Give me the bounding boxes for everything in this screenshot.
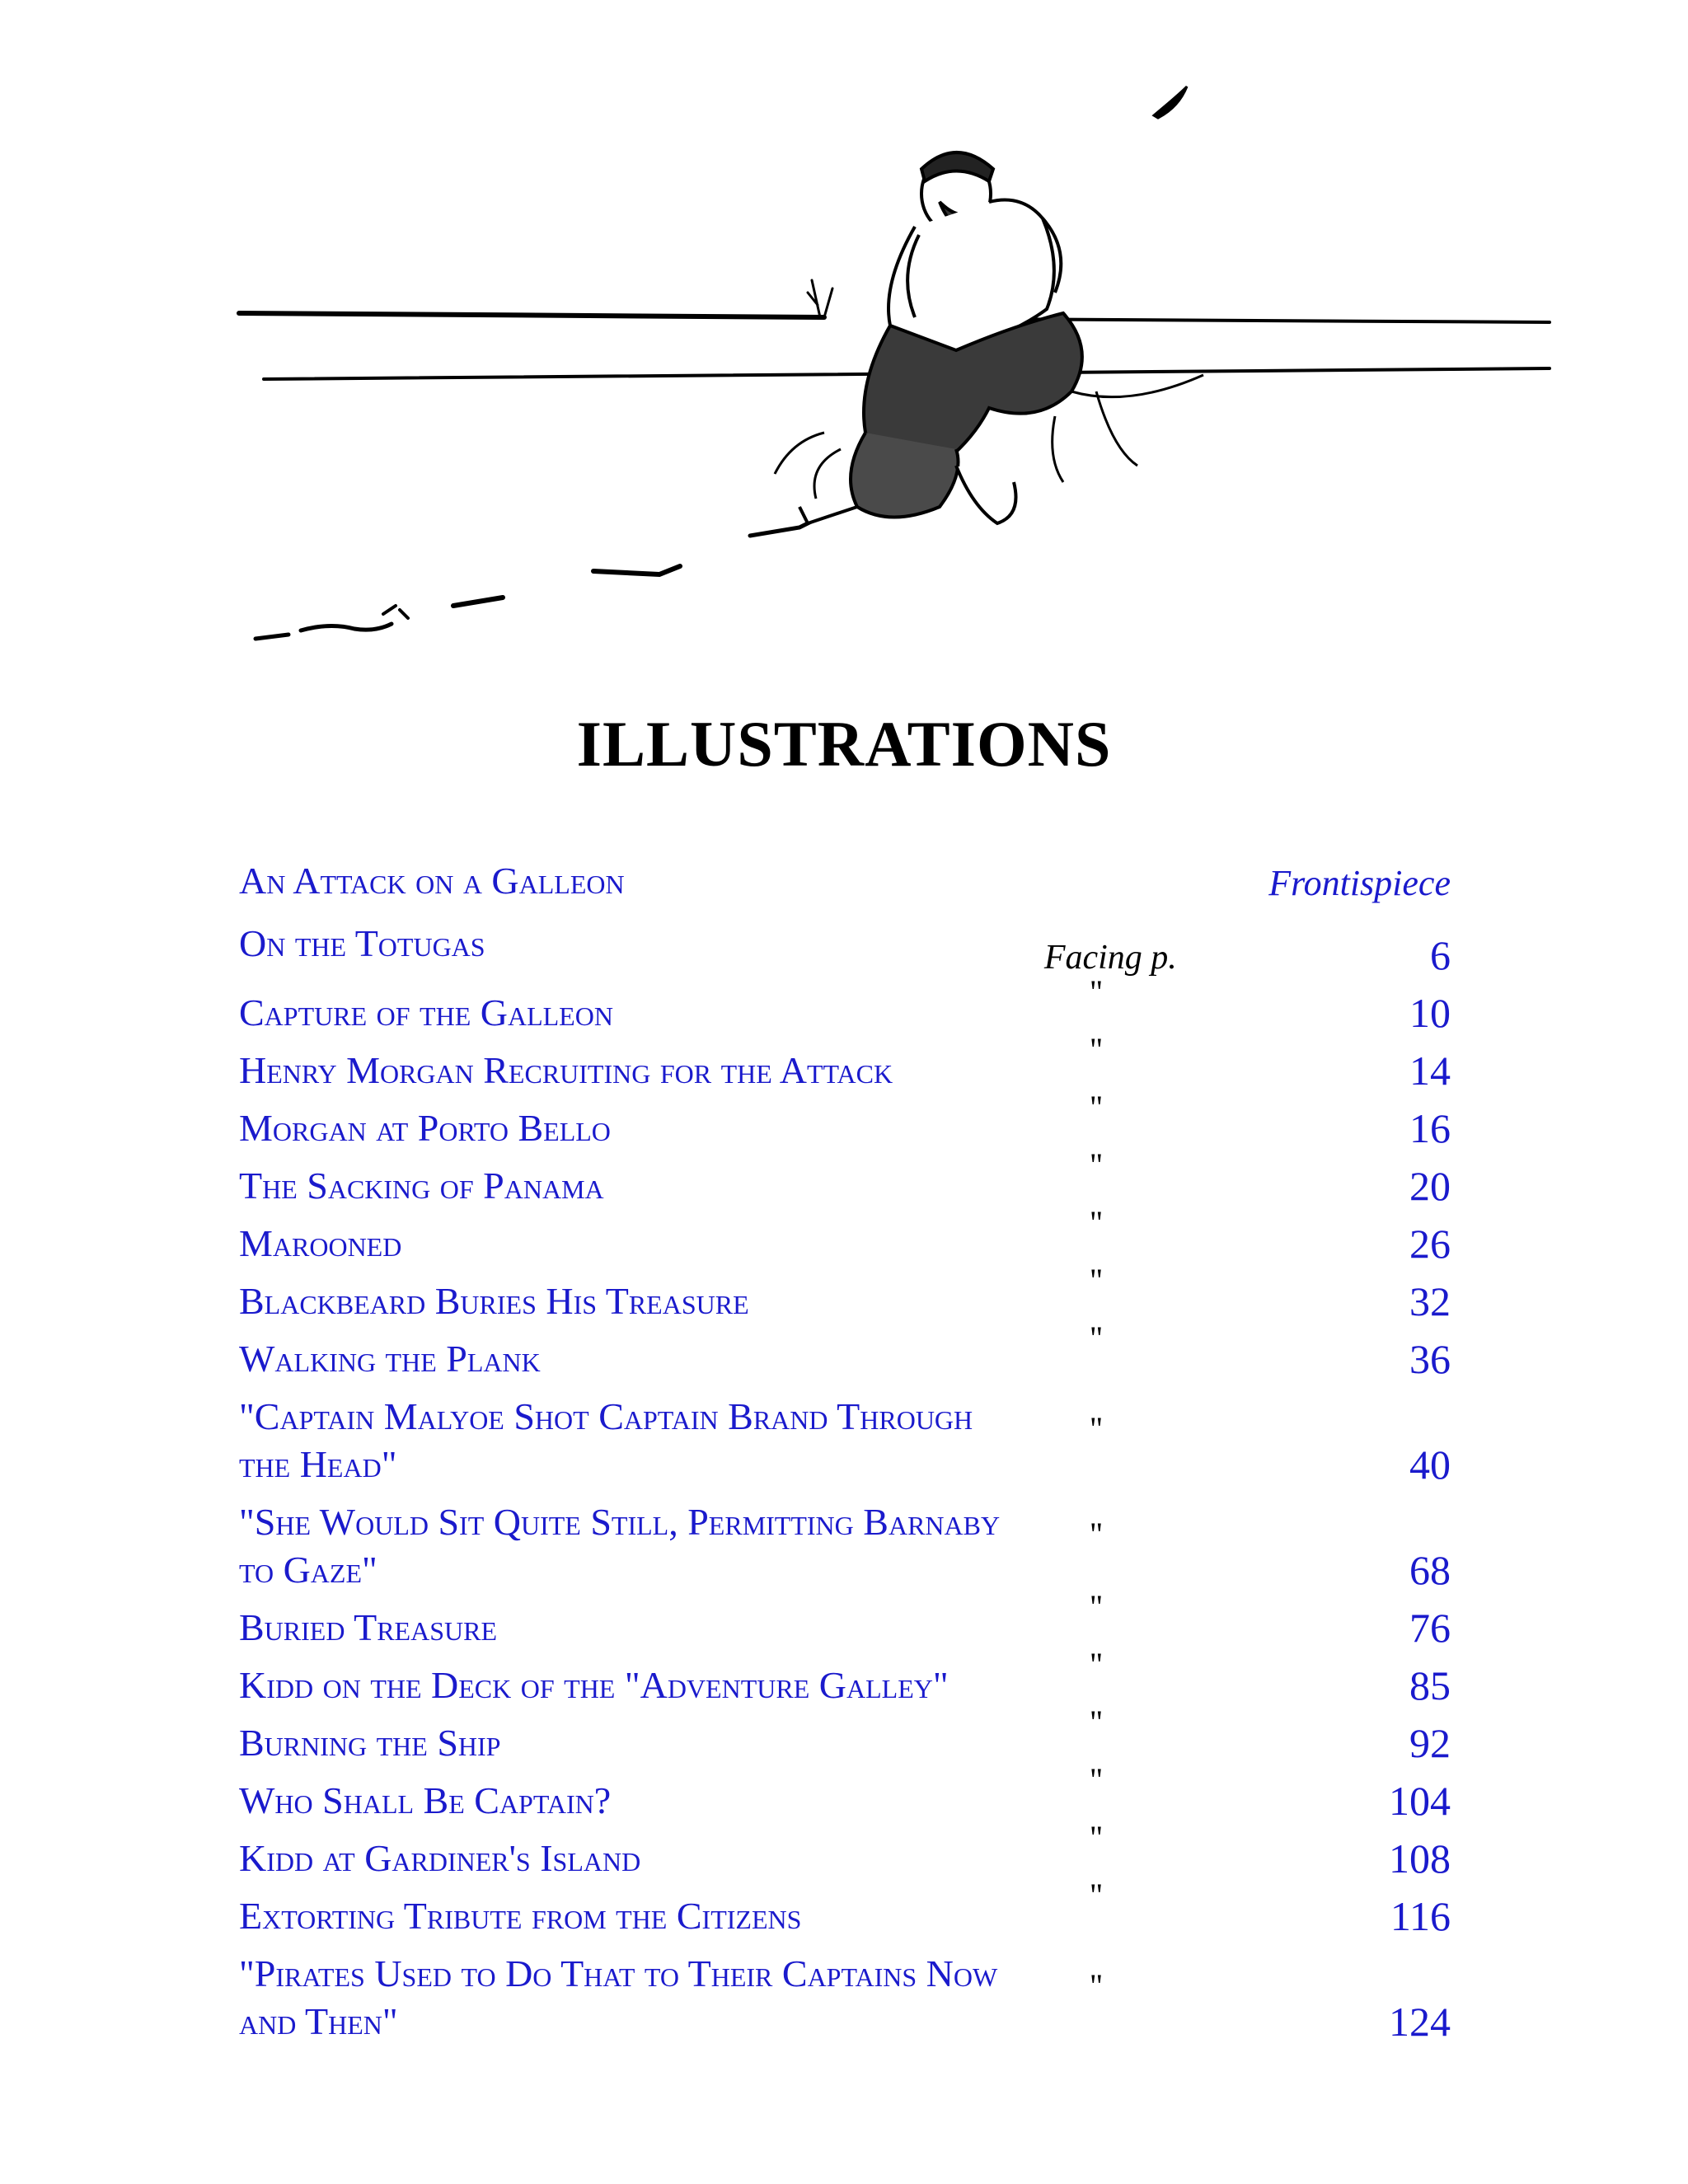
entry-page[interactable]: 124 [1389, 1999, 1451, 2045]
entry-page[interactable]: 85 [1409, 1662, 1451, 1708]
ditto-mark: " [1089, 973, 1104, 1010]
entry-page[interactable]: 92 [1409, 1720, 1451, 1766]
entry-title-link[interactable]: Capture of the Galleon [239, 991, 613, 1033]
ditto-mark: " [1089, 1704, 1104, 1741]
list-item [239, 1037, 1451, 1094]
entry-title-link[interactable]: Kidd on the Deck of the "Adventure Galley" [239, 1664, 949, 1706]
entry-title-link[interactable]: Burning the Ship [239, 1722, 501, 1764]
ditto-mark: " [1089, 1410, 1104, 1447]
list-item [239, 905, 1451, 979]
entry-title-link[interactable]: Marooned [239, 1222, 402, 1264]
entry-title-link[interactable]: Kidd at Gardiner's Island [239, 1837, 641, 1879]
entry-page[interactable]: 108 [1389, 1835, 1451, 1882]
ditto-mark: " [1089, 1761, 1104, 1798]
entry-page[interactable]: 40 [1409, 1441, 1451, 1488]
ditto-mark: " [1089, 1031, 1104, 1068]
ditto-mark: " [1089, 1588, 1104, 1625]
list-item [239, 1767, 1451, 1825]
list-item [239, 1594, 1451, 1652]
entry-page[interactable]: 20 [1409, 1163, 1451, 1209]
entry-page[interactable]: 104 [1389, 1778, 1451, 1824]
entry-title-link[interactable]: On the Totugas [239, 922, 485, 964]
list-item [239, 1940, 1451, 2046]
entry-page[interactable]: 76 [1409, 1605, 1451, 1651]
ditto-mark: " [1089, 1089, 1104, 1126]
entry-title-link[interactable]: "Captain Malyoe Shot Captain Brand Through the Head" [239, 1395, 973, 1485]
entry-title-link[interactable]: The Sacking of Panama [239, 1165, 604, 1207]
list-item [239, 1152, 1451, 1210]
list-item [239, 979, 1451, 1037]
list-item [239, 849, 1451, 905]
entry-title-link[interactable]: An Attack on a Galleon [239, 860, 625, 902]
page-title: ILLUSTRATIONS [576, 708, 1112, 780]
entry-page[interactable]: 6 [1430, 932, 1451, 978]
entry-title-link[interactable]: Blackbeard Buries His Treasure [239, 1280, 749, 1322]
ditto-mark: " [1089, 1877, 1104, 1914]
list-item [239, 1488, 1451, 1594]
ditto-mark: " [1089, 1967, 1104, 2004]
entry-page[interactable]: 116 [1390, 1893, 1451, 1939]
ditto-mark: " [1089, 1204, 1104, 1241]
list-item [239, 1825, 1451, 1882]
list-item [239, 1268, 1451, 1325]
ditto-mark: " [1089, 1516, 1104, 1553]
entry-title-link[interactable]: "She Would Sit Quite Still, Permitting Barnaby to Gaze" [239, 1501, 1001, 1591]
entry-page[interactable]: 36 [1409, 1336, 1451, 1382]
ditto-mark: " [1089, 1819, 1104, 1856]
entry-page[interactable]: 10 [1409, 990, 1451, 1036]
illustrations-list [239, 849, 1451, 2046]
entry-title-link[interactable]: Morgan at Porto Bello [239, 1107, 611, 1149]
facing-label: Facing p. [1043, 939, 1177, 977]
entry-title-link[interactable]: Henry Morgan Recruiting for the Attack [239, 1049, 893, 1091]
facing-cell [1011, 849, 1268, 905]
list-item [239, 1210, 1451, 1268]
list-item [239, 1709, 1451, 1767]
entry-page: Frontispiece [1268, 863, 1451, 903]
list-item [239, 1383, 1451, 1488]
entry-page[interactable]: 16 [1409, 1105, 1451, 1151]
marooned-pirate-illustration [231, 78, 1566, 672]
list-item [239, 1094, 1451, 1152]
ditto-mark: " [1089, 1646, 1104, 1683]
entry-title-link[interactable]: "Pirates Used to Do That to Their Captains Now and Then" [239, 1952, 998, 2042]
entry-title-link[interactable]: Buried Treasure [239, 1606, 498, 1648]
list-item [239, 1652, 1451, 1709]
entry-page[interactable]: 14 [1409, 1047, 1451, 1094]
ditto-mark: " [1089, 1262, 1104, 1299]
entry-title-link[interactable]: Who Shall Be Captain? [239, 1779, 612, 1821]
entry-title-link[interactable]: Extorting Tribute from the Citizens [239, 1895, 802, 1937]
ditto-mark: " [1089, 1319, 1104, 1357]
entry-title-link[interactable]: Walking the Plank [239, 1338, 541, 1380]
list-item [239, 1882, 1451, 1940]
list-item [239, 1325, 1451, 1383]
entry-page[interactable]: 68 [1409, 1547, 1451, 1593]
ditto-mark: " [1089, 1146, 1104, 1183]
entry-page[interactable]: 32 [1409, 1278, 1451, 1324]
entry-page[interactable]: 26 [1409, 1221, 1451, 1267]
